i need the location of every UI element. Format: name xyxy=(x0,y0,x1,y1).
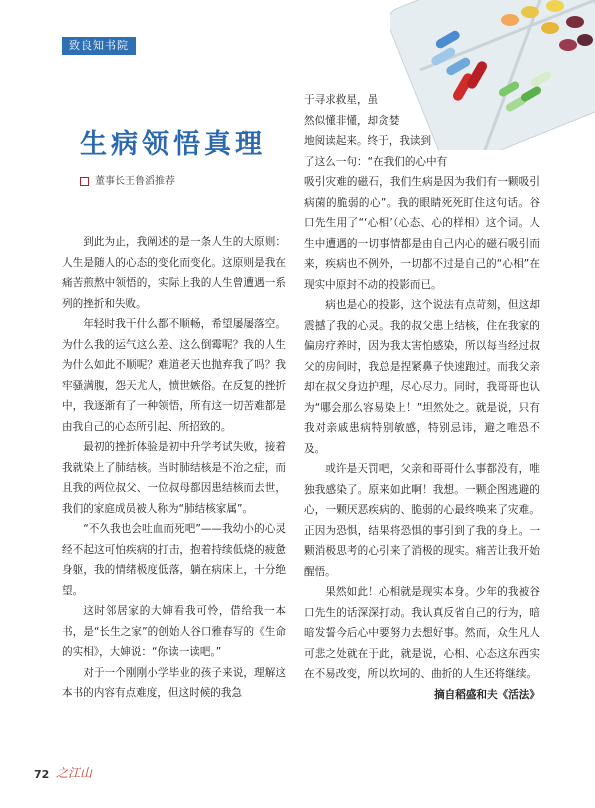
text-column-right xyxy=(304,90,540,705)
text-line: 于寻求救星，虽 xyxy=(304,94,379,106)
article-title: 生病领悟真理 xyxy=(80,129,266,160)
paragraph: “不久我也会吐血而死吧”——我幼小的心灵经不起这可怕疾病的打击，抱着持续低烧的疲惫身躯，我的情绪极度低落，躺在病床上，十分绝望。 xyxy=(62,523,286,597)
paragraph: 或许是天罚吧，父亲和哥哥什么事都没有，唯独我感染了。原来如此啊！我想。一颗企图逃避的心，一颗厌恶疾病的、脆弱的心最终唤来了灾难。正因为恐惧，结果将恐惧的事引到了我的身上。一颗消极思考的心引来了消极的现实。痛苦让我开始醒悟。 xyxy=(304,463,540,578)
paragraph: 果然如此！心相就是现实本身。少年的我被谷口先生的话深深打动。我认真反省自己的行为，暗暗发誓今后心中要努力去想好事。然而，众生凡人可悲之处就在于此，就是说，心相、心态这东西实在不易改变，所以坎坷的、曲折的人生还将继续。 xyxy=(304,586,540,680)
page-number: 72 xyxy=(34,768,50,781)
text-column-left xyxy=(62,232,286,704)
source-citation: 摘自稻盛和夫《活法》 xyxy=(434,688,540,701)
paragraph: 到此为止，我阐述的是一条人生的大原则：人生是随人的心态的变化而变化。这原则是我在痛苦煎熬中领悟的，实际上我的人生曾遭遇一系列的挫折和失败。 xyxy=(62,236,286,310)
text-line: 地阅读起来。终于，我读到 xyxy=(304,135,432,147)
text-line: 然似懂非懂，却贪婪 xyxy=(304,114,400,127)
byline-text: 董事长王鲁滔推荐 xyxy=(95,176,175,187)
paragraph-continued xyxy=(304,90,540,295)
byline xyxy=(80,172,175,187)
text-line: 了这么一句：“在我们的心中有 xyxy=(304,155,448,168)
paragraph: 年轻时我干什么都不顺畅，希望屡屡落空。为什么我的运气这么差、这么倒霉呢？我的人生为什么如此不顺呢？难道老天也抛弃我了吗？我牢骚满腹，怨天尤人，愤世嫉俗。在反复的挫折中，我逐渐有了一种领悟，所有这一切苦难都是由我自己的心态所引起、所招致的。 xyxy=(62,318,286,433)
section-tag: 致良知书院 xyxy=(62,37,136,55)
paragraph: 对于一个刚刚小学毕业的孩子来说，理解这本书的内容有点难度，但这时候的我急 xyxy=(62,666,286,699)
paragraph: 这时邻居家的大婶看我可怜，借给我一本书，是“长生之家”的创始人谷口雅春写的《生命的实相》，大婶说：“你读一读吧。” xyxy=(62,605,286,658)
paragraph: 最初的挫折体验是初中升学考试失败，接着我就染上了肺结核。当时肺结核是不治之症，而且我的两位叔父、一位叔母都因患结核而去世，我们的家庭成员被人称为“肺结核家属”。 xyxy=(62,441,286,515)
text-line: 吸引灾难的磁石，我们生病是因为我们有一颗吸引病菌的脆弱的心”。我的眼睛死死盯住这句话。谷口先生用了“‘心相’（心态、心的样相）这个词。人生中遭遇的一切事情都是由自己内心的磁石吸引而来，疾病也不例外，一切都不过是自己的“心相”在现实中原封不动的投影而已。 xyxy=(304,176,540,291)
square-bullet-icon xyxy=(80,177,89,186)
magazine-logo: 之江山 xyxy=(56,766,93,780)
paragraph: 病也是心的投影，这个说法有点苛刻，但这却震撼了我的心灵。我的叔父患上结核，住在我家的偏房疗养时，因为我太害怕感染，所以每当经过叔父的房间时，我总是捏紧鼻子快速跑过。而我父亲却在叔父身边护理，尽心尽力。同时，我哥哥也认为“哪会那么容易染上！”坦然处之。就是说，只有我对亲戚患病特别敏感，特别忌讳，避之唯恐不及。 xyxy=(304,299,540,455)
